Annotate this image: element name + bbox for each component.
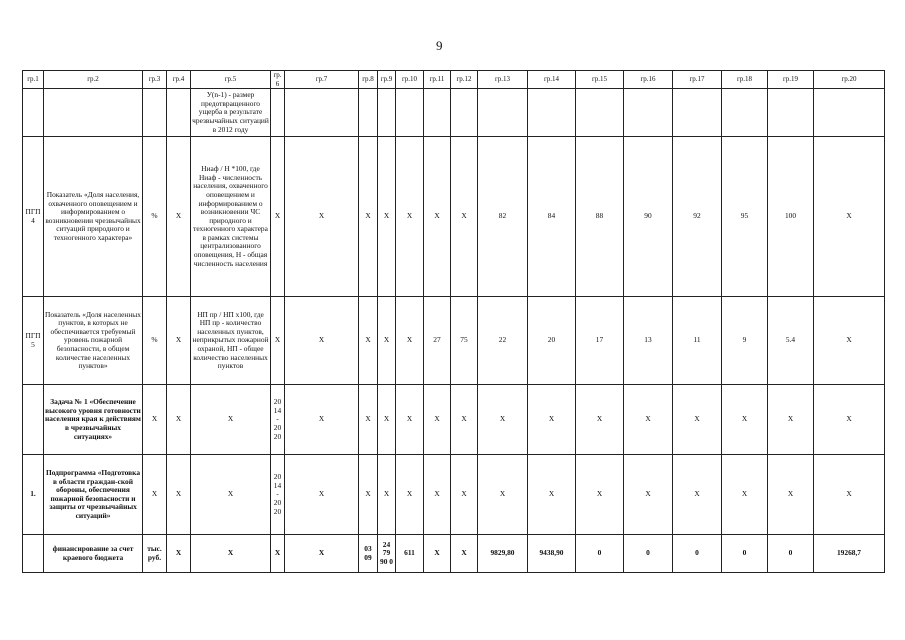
col-header: гр.19: [768, 71, 814, 89]
table-cell: [451, 89, 478, 137]
value-cell: 5.4: [768, 297, 814, 385]
total-cell: 19268,7: [814, 535, 885, 573]
table-cell: Х: [768, 455, 814, 535]
col-header: гр.3: [143, 71, 167, 89]
table-cell: [143, 89, 167, 137]
table-cell: Х: [576, 385, 624, 455]
table-cell: [44, 89, 143, 137]
table-cell: Х: [768, 385, 814, 455]
col-header: гр.15: [576, 71, 624, 89]
table-row: [23, 455, 885, 535]
table-cell: Х: [359, 455, 378, 535]
value-cell: 17: [576, 297, 624, 385]
table-cell: Х: [396, 455, 424, 535]
table-cell: [424, 89, 451, 137]
col-header: гр.6: [271, 71, 285, 89]
value-cell: 75: [451, 297, 478, 385]
table-cell: Х: [451, 455, 478, 535]
col-header: гр.13: [478, 71, 528, 89]
table-row: [23, 385, 885, 455]
table-cell: Х: [814, 455, 885, 535]
row-code: ПГП 5: [23, 297, 44, 385]
header-row: [23, 71, 885, 89]
col-header: гр.17: [673, 71, 722, 89]
table-cell: Х: [576, 455, 624, 535]
amount-cell: 0: [768, 535, 814, 573]
table-cell: Х: [167, 385, 191, 455]
table-cell: [167, 89, 191, 137]
table-cell: [576, 89, 624, 137]
table-cell: Х: [478, 455, 528, 535]
col-header: гр.5: [191, 71, 271, 89]
table-cell: [722, 89, 768, 137]
table-cell: Х: [378, 385, 396, 455]
value-cell: 11: [673, 297, 722, 385]
table-cell: [768, 89, 814, 137]
value-cell: 22: [478, 297, 528, 385]
table-cell: Х: [451, 385, 478, 455]
table-cell: Х: [271, 137, 285, 297]
table-cell: Х: [285, 385, 359, 455]
value-cell: 82: [478, 137, 528, 297]
table-cell: Х: [359, 137, 378, 297]
table-row: [23, 297, 885, 385]
table-cell: Х: [424, 535, 451, 573]
amount-cell: 9829,80: [478, 535, 528, 573]
table-cell: Х: [378, 137, 396, 297]
table-cell: Х: [143, 455, 167, 535]
table-cell: Х: [396, 385, 424, 455]
col-header: гр.1: [23, 71, 44, 89]
value-cell: 92: [673, 137, 722, 297]
col-header: гр.9: [378, 71, 396, 89]
table-cell: Х: [285, 137, 359, 297]
table-cell: Х: [271, 297, 285, 385]
amount-cell: 0: [673, 535, 722, 573]
table-cell: Х: [528, 455, 576, 535]
period-cell: 20 14 - 20 20: [271, 385, 285, 455]
table-cell: Х: [814, 385, 885, 455]
value-cell: Х: [814, 297, 885, 385]
row-code: [23, 385, 44, 455]
row-code: 1.: [23, 455, 44, 535]
indicator-name: Показатель «Доля населения, охваченного оповещением и информированием о возникновении чрезвычайных ситуаций природного и техногенного характера»: [44, 137, 143, 297]
table-cell: [814, 89, 885, 137]
col-header: гр.11: [424, 71, 451, 89]
value-cell: 27: [424, 297, 451, 385]
value-cell: 13: [624, 297, 673, 385]
table-cell: Х: [167, 535, 191, 573]
table-cell: Х: [271, 535, 285, 573]
table-row: [23, 535, 885, 573]
value-cell: 9: [722, 297, 768, 385]
table-cell: Х: [191, 385, 271, 455]
table-cell: Х: [285, 455, 359, 535]
table-cell: [673, 89, 722, 137]
table-cell: Х: [673, 455, 722, 535]
table-cell: Х: [191, 455, 271, 535]
value-cell: 88: [576, 137, 624, 297]
table-cell: [528, 89, 576, 137]
table-cell: Х: [378, 297, 396, 385]
table-cell: Х: [396, 297, 424, 385]
table-row: [23, 89, 885, 137]
value-cell: Х: [814, 137, 885, 297]
col-header: гр.14: [528, 71, 576, 89]
table-cell: Х: [478, 385, 528, 455]
row-code: ПГП 4: [23, 137, 44, 297]
value-cell: 95: [722, 137, 768, 297]
value-cell: 100: [768, 137, 814, 297]
indicator-name: Показатель «Доля населенных пунктов, в которых не обеспечивается требуемый уровень пожарной безопасности, в общем количестве населенных пунктов»: [44, 297, 143, 385]
table-cell: Х: [167, 455, 191, 535]
table-cell: [396, 89, 424, 137]
table-cell: Х: [285, 535, 359, 573]
col-header: гр.18: [722, 71, 768, 89]
table-cell: Х: [143, 385, 167, 455]
col-header: гр.8: [359, 71, 378, 89]
table-cell: Х: [722, 385, 768, 455]
table-cell: Х: [673, 385, 722, 455]
col-header: гр.20: [814, 71, 885, 89]
table-cell: [271, 89, 285, 137]
col-header: гр.12: [451, 71, 478, 89]
subprogram-name: Подпрограмма «Подготовка в области граждан-ской обороны, обеспечения пожарной безопасности и защиты от чрезвычайных ситуаций»: [44, 455, 143, 535]
table-cell: Х: [451, 535, 478, 573]
funding-source: финансирование за счет краевого бюджета: [44, 535, 143, 573]
table-cell: Х: [167, 297, 191, 385]
amount-cell: 9438,90: [528, 535, 576, 573]
table-cell: Х: [424, 455, 451, 535]
col-header: гр.4: [167, 71, 191, 89]
table-cell: Х: [528, 385, 576, 455]
table-cell: Х: [624, 385, 673, 455]
table-row: [23, 137, 885, 297]
col-header: гр.10: [396, 71, 424, 89]
table-cell: Х: [424, 137, 451, 297]
col-header: гр.16: [624, 71, 673, 89]
table-cell: Х: [167, 137, 191, 297]
table-cell: Х: [191, 535, 271, 573]
table-cell: Х: [359, 297, 378, 385]
table-cell: Х: [624, 455, 673, 535]
col-header: гр.2: [44, 71, 143, 89]
unit-cell: тыс. руб.: [143, 535, 167, 573]
table-cell: Х: [396, 137, 424, 297]
table-cell: [285, 89, 359, 137]
table-cell: Х: [378, 455, 396, 535]
table-cell: Х: [285, 297, 359, 385]
col-header: гр.7: [285, 71, 359, 89]
unit-cell: %: [143, 137, 167, 297]
task-name: Задача № 1 «Обеспечение высокого уровня готовности населения края к действиям в чрезвычайных ситуациях»: [44, 385, 143, 455]
table-cell: [23, 89, 44, 137]
program-table: [22, 70, 885, 573]
page-number: 9: [436, 38, 443, 53]
formula-cell: НП пр / НП х100, где НП пр - количество населенных пунктов, неприкрытых пожарной охраной, НП - общее количество населенных пунктов: [191, 297, 271, 385]
amount-cell: 0: [624, 535, 673, 573]
code-cell: 611: [396, 535, 424, 573]
unit-cell: %: [143, 297, 167, 385]
code-cell: 03 09: [359, 535, 378, 573]
value-cell: 84: [528, 137, 576, 297]
table-cell: Х: [722, 455, 768, 535]
row-code: [23, 535, 44, 573]
value-cell: 90: [624, 137, 673, 297]
amount-cell: 0: [576, 535, 624, 573]
table-cell: Х: [359, 385, 378, 455]
amount-cell: 0: [722, 535, 768, 573]
table-cell: Х: [424, 385, 451, 455]
formula-cell: Ниаф / Н *100, где Ниаф - численность населения, охваченного оповещением и информированием о возникновении ЧС природного и техногенного характера в рамках системы централизованного оповещения, Н - общая численность населения: [191, 137, 271, 297]
table-cell: [624, 89, 673, 137]
value-cell: 20: [528, 297, 576, 385]
table-cell: [359, 89, 378, 137]
table-cell: Х: [451, 137, 478, 297]
table-cell: [378, 89, 396, 137]
period-cell: 20 14 - 20 20: [271, 455, 285, 535]
formula-cell: У(n-1) - размер предотвращенного ущерба в результате чрезвычайных ситуаций в 2012 году: [191, 89, 271, 137]
table-cell: [478, 89, 528, 137]
code-cell: 24 79 90 0: [378, 535, 396, 573]
